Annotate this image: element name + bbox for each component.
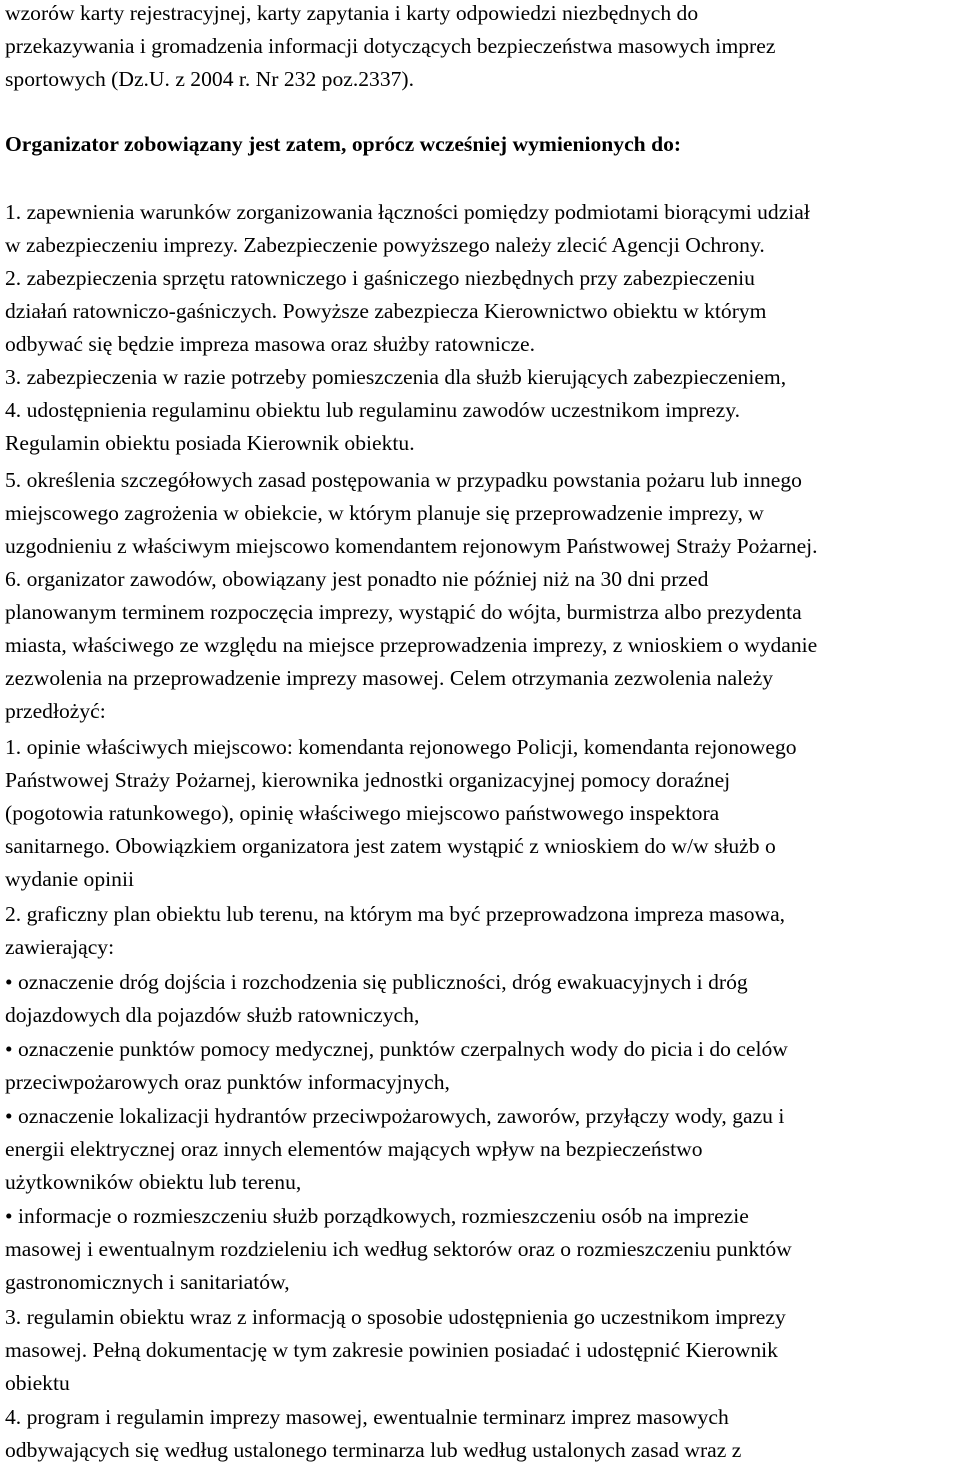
text-line: 3. zabezpieczenia w razie potrzeby pomieszczenia dla służb kierujących zabezpieczeniem, [5, 365, 787, 389]
text-line: 3. regulamin obiektu wraz z informacją o sposobie udostępnienia go uczestnikom imprezy [5, 1305, 786, 1329]
text-line: masowej i ewentualnym rozdzieleniu ich według sektorów oraz o rozmieszczeniu punktów [5, 1237, 792, 1261]
intro-line: sportowych (Dz.U. z 2004 r. Nr 232 poz.2337). [5, 67, 415, 91]
text-line: 2. zabezpieczenia sprzętu ratowniczego i gaśniczego niezbędnych przy zabezpieczeniu [5, 266, 755, 290]
text-line: użytkowników obiektu lub terenu, [5, 1170, 302, 1194]
intro-line: wzorów karty rejestracyjnej, karty zapytania i karty odpowiedzi niezbędnych do [5, 1, 699, 25]
bullet-line: • oznaczenie lokalizacji hydrantów przeciwpożarowych, zaworów, przyłączy wody, gazu i [5, 1104, 785, 1128]
text-line: odbywających się według ustalonego terminarza lub według ustalonych zasad wraz z [5, 1438, 742, 1462]
text-line: gastronomicznych i sanitariatów, [5, 1270, 290, 1294]
intro-line: przekazywania i gromadzenia informacji dotyczących bezpieczeństwa masowych imprez [5, 34, 776, 58]
text-line: Państwowej Straży Pożarnej, kierownika jednostki organizacyjnej pomocy doraźnej [5, 768, 731, 792]
text-line: dojazdowych dla pojazdów służb ratowniczych, [5, 1003, 420, 1027]
text-line: 4. udostępnienia regulaminu obiektu lub regulaminu zawodów uczestnikom imprezy. [5, 398, 740, 422]
text-line: działań ratowniczo-gaśniczych. Powyższe zabezpiecza Kierownictwo obiektu w którym [5, 299, 767, 323]
text-line: miasta, właściwego ze względu na miejsce przeprowadzenia imprezy, z wnioskiem o wydanie [5, 633, 818, 657]
text-line: masowej. Pełną dokumentację w tym zakresie powinien posiadać i udostępnić Kierownik [5, 1338, 778, 1362]
text-line: planowanym terminem rozpoczęcia imprezy, wystąpić do wójta, burmistrza albo prezydenta [5, 600, 802, 624]
text-line: zezwolenia na przeprowadzenie imprezy masowej. Celem otrzymania zezwolenia należy [5, 666, 774, 690]
section-heading: Organizator zobowiązany jest zatem, oprócz wcześniej wymienionych do: [5, 132, 682, 156]
text-line: w zabezpieczeniu imprezy. Zabezpieczenie powyższego należy zlecić Agencji Ochrony. [5, 233, 765, 257]
text-line: wydanie opinii [5, 867, 134, 891]
text-line: 4. program i regulamin imprezy masowej, ewentualnie terminarz imprez masowych [5, 1405, 729, 1429]
text-line: zawierający: [5, 935, 115, 959]
text-line: przedłożyć: [5, 699, 106, 723]
text-line: uzgodnieniu z właściwym miejscowo komendantem rejonowym Państwowej Straży Pożarnej. [5, 534, 818, 558]
text-line: energii elektrycznej oraz innych elementów mających wpływ na bezpieczeństwo [5, 1137, 703, 1161]
text-line: przeciwpożarowych oraz punktów informacyjnych, [5, 1070, 450, 1094]
bullet-line: • oznaczenie dróg dojścia i rozchodzenia się publiczności, dróg ewakuacyjnych i dróg [5, 970, 748, 994]
text-line: 6. organizator zawodów, obowiązany jest ponadto nie później niż na 30 dni przed [5, 567, 709, 591]
text-line: 5. określenia szczegółowych zasad postępowania w przypadku powstania pożaru lub innego [5, 468, 802, 492]
bullet-line: • oznaczenie punktów pomocy medycznej, punktów czerpalnych wody do picia i do celów [5, 1037, 788, 1061]
text-line: (pogotowia ratunkowego), opinię właściwego miejscowo państwowego inspektora [5, 801, 720, 825]
text-line: 1. opinie właściwych miejscowo: komendanta rejonowego Policji, komendanta rejonowego [5, 735, 797, 759]
text-line: obiektu [5, 1371, 70, 1395]
text-line: Regulamin obiektu posiada Kierownik obiektu. [5, 431, 415, 455]
text-line: 2. graficzny plan obiektu lub terenu, na którym ma być przeprowadzona impreza masowa, [5, 902, 786, 926]
text-line: sanitarnego. Obowiązkiem organizatora jest zatem wystąpić z wnioskiem do w/w służb o [5, 834, 776, 858]
text-line: miejscowego zagrożenia w obiekcie, w którym planuje się przeprowadzenie imprezy, w [5, 501, 764, 525]
bullet-line: • informacje o rozmieszczeniu służb porządkowych, rozmieszczeniu osób na imprezie [5, 1204, 749, 1228]
text-line: 1. zapewnienia warunków zorganizowania łączności pomiędzy podmiotami biorącymi udział [5, 200, 810, 224]
text-line: odbywać się będzie impreza masowa oraz służby ratownicze. [5, 332, 536, 356]
